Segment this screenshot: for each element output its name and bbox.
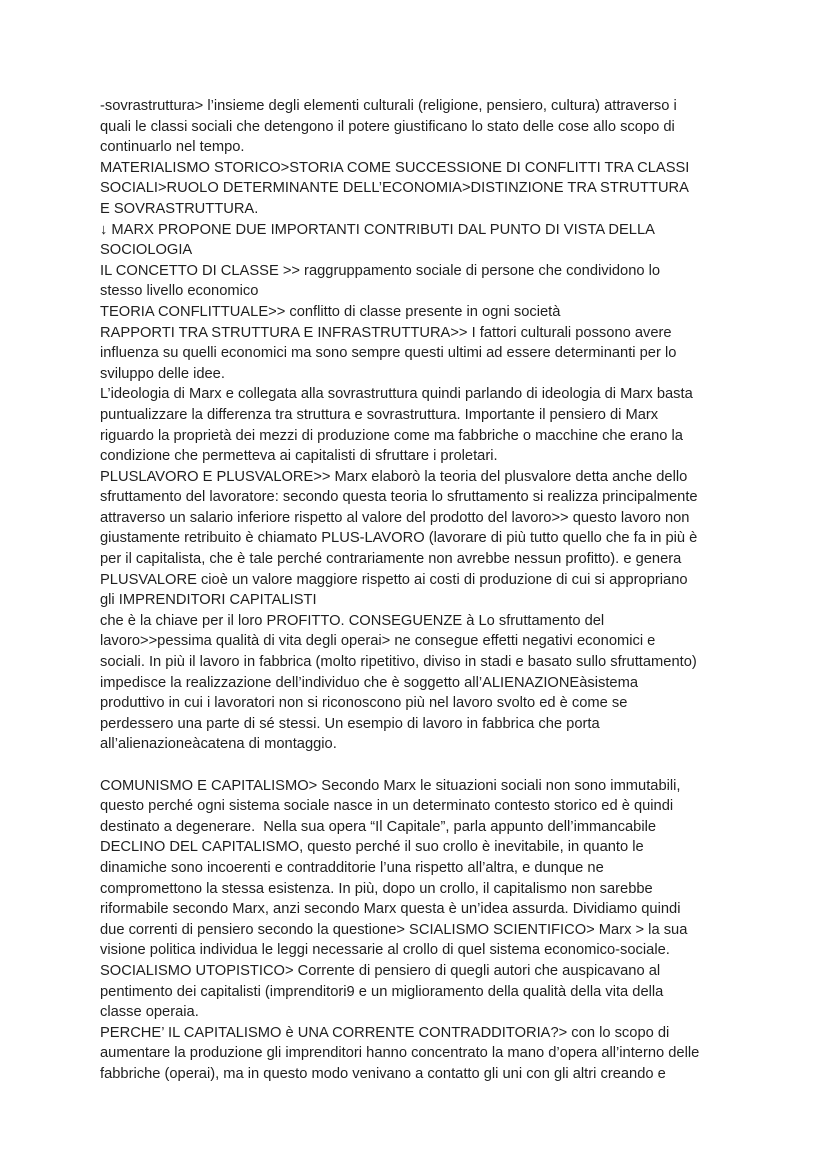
text-line: sviluppo delle idee. xyxy=(100,365,225,382)
text-line: -sovrastruttura> l’insieme degli elementi culturali (religione, pensiero, cultura) attraverso i xyxy=(100,98,677,114)
text-line: influenza su quelli economici ma sono sempre questi ultimi ad essere determinanti per lo xyxy=(100,345,677,362)
document-text-block xyxy=(100,96,740,755)
document-text-block xyxy=(100,776,740,1085)
text-line: sociali. In più il lavoro in fabbrica (molto ripetitivo, diviso in stadi e basato sullo sfruttamento) xyxy=(100,654,697,671)
text-line: SOCIALISMO UTOPISTICO> Corrente di pensiero di quegli autori che auspicavano al xyxy=(100,962,661,979)
document-page xyxy=(100,96,740,1085)
paragraph-spacer xyxy=(100,755,740,776)
text-line: quali le classi sociali che detengono il potere giustificano lo stato delle cose allo scopo di xyxy=(100,118,675,135)
text-line: pentimento dei capitalisti (imprenditori9 e un miglioramento della qualità della vita della xyxy=(100,983,664,1000)
text-line: puntualizzare la differenza tra struttura e sovrastruttura. Importante il pensiero di Marx xyxy=(100,406,659,423)
text-line: COMUNISMO E CAPITALISMO> Secondo Marx le situazioni sociali non sono immutabili, xyxy=(100,777,681,794)
text-line: per il capitalista, che è tale perché contrariamente non avrebbe nessun profitto). e genera xyxy=(100,551,682,568)
text-line: produttivo in cui i lavoratori non si riconoscono più nel lavoro svolto ed è come se xyxy=(100,695,628,712)
text-line: compromettono la stessa esistenza. In più, dopo un crollo, il capitalismo non sarebbe xyxy=(100,880,653,897)
text-line: ↓ MARX PROPONE DUE IMPORTANTI CONTRIBUTI DAL PUNTO DI VISTA DELLA xyxy=(100,221,655,238)
text-line: attraverso un salario inferiore rispetto al valore del prodotto del lavoro>> questo lavoro non xyxy=(100,509,690,526)
text-line: SOCIALI>RUOLO DETERMINANTE DELL’ECONOMIA>DISTINZIONE TRA STRUTTURA xyxy=(100,180,689,197)
text-line: DECLINO DEL CAPITALISMO, questo perché il suo crollo è inevitabile, in quanto le xyxy=(100,839,644,856)
text-line: RAPPORTI TRA STRUTTURA E INFRASTRUTTURA>> I fattori culturali possono avere xyxy=(100,324,672,341)
text-line: impedisce la realizzazione dell’individuo che è soggetto all’ALIENAZIONEàsistema xyxy=(100,674,638,691)
text-line: aumentare la produzione gli imprenditori hanno concentrato la mano d’opera all’interno delle xyxy=(100,1045,700,1062)
text-line: PLUSVALORE cioè un valore maggiore rispetto ai costi di produzione di cui si appropriano xyxy=(100,571,688,588)
text-line: MATERIALISMO STORICO>STORIA COME SUCCESSIONE DI CONFLITTI TRA CLASSI xyxy=(100,159,690,176)
text-line: riguardo la proprietà dei mezzi di produzione come ma fabbriche o macchine che erano la xyxy=(100,427,683,444)
text-line: SOCIOLOGIA xyxy=(100,242,193,259)
text-line: continuarlo nel tempo. xyxy=(100,139,245,156)
text-line: stesso livello economico xyxy=(100,283,259,300)
text-line: gli IMPRENDITORI CAPITALISTI xyxy=(100,592,317,609)
text-line: che è la chiave per il loro PROFITTO. CONSEGUENZE à Lo sfruttamento del xyxy=(100,612,605,629)
text-line: visione politica individua le leggi necessarie al crollo di quel sistema economico-sociale. xyxy=(100,942,670,959)
text-line: lavoro>>pessima qualità di vita degli operai> ne consegue effetti negativi economici e xyxy=(100,633,656,650)
text-line: riformabile secondo Marx, anzi secondo Marx questa è un’idea assurda. Dividiamo quindi xyxy=(100,901,681,918)
text-line: questo perché ogni sistema sociale nasce in un determinato contesto storico ed è quindi xyxy=(100,798,674,815)
text-line: sfruttamento del lavoratore: secondo questa teoria lo sfruttamento si realizza principalmente xyxy=(100,489,698,506)
text-line: L’ideologia di Marx e collegata alla sovrastruttura quindi parlando di ideologia di Marx basta xyxy=(100,386,693,403)
text-line: due correnti di pensiero secondo la questione> SCIALISMO SCIENTIFICO> Marx > la sua xyxy=(100,921,688,938)
text-line: all’alienazioneàcatena di montaggio. xyxy=(100,736,337,753)
text-line: PLUSLAVORO E PLUSVALORE>> Marx elaborò la teoria del plusvalore detta anche dello xyxy=(100,468,688,485)
text-line: giustamente retribuito è chiamato PLUS-LAVORO (lavorare di più tutto quello che fa in più è xyxy=(100,530,698,547)
text-line: classe operaia. xyxy=(100,1004,199,1021)
text-line: IL CONCETTO DI CLASSE >> raggruppamento sociale di persone che condividono lo xyxy=(100,262,661,279)
text-line: PERCHE’ IL CAPITALISMO è UNA CORRENTE CONTRADDITORIA?> con lo scopo di xyxy=(100,1024,670,1041)
text-line: E SOVRASTRUTTURA. xyxy=(100,200,259,217)
text-line: TEORIA CONFLITTUALE>> conflitto di classe presente in ogni società xyxy=(100,303,561,320)
text-line: perdessero una parte di sé stessi. Un esempio di lavoro in fabbrica che porta xyxy=(100,715,600,732)
text-line: dinamiche sono incoerenti e contradditorie l’una rispetto all’altra, e dunque ne xyxy=(100,859,604,876)
text-line: fabbriche (operai), ma in questo modo venivano a contatto gli uni con gli altri creando e xyxy=(100,1065,666,1082)
text-line: condizione che permetteva ai capitalisti di sfruttare i proletari. xyxy=(100,448,498,465)
text-line: destinato a degenerare. Nella sua opera “Il Capitale”, parla appunto dell’immancabile xyxy=(100,818,657,835)
